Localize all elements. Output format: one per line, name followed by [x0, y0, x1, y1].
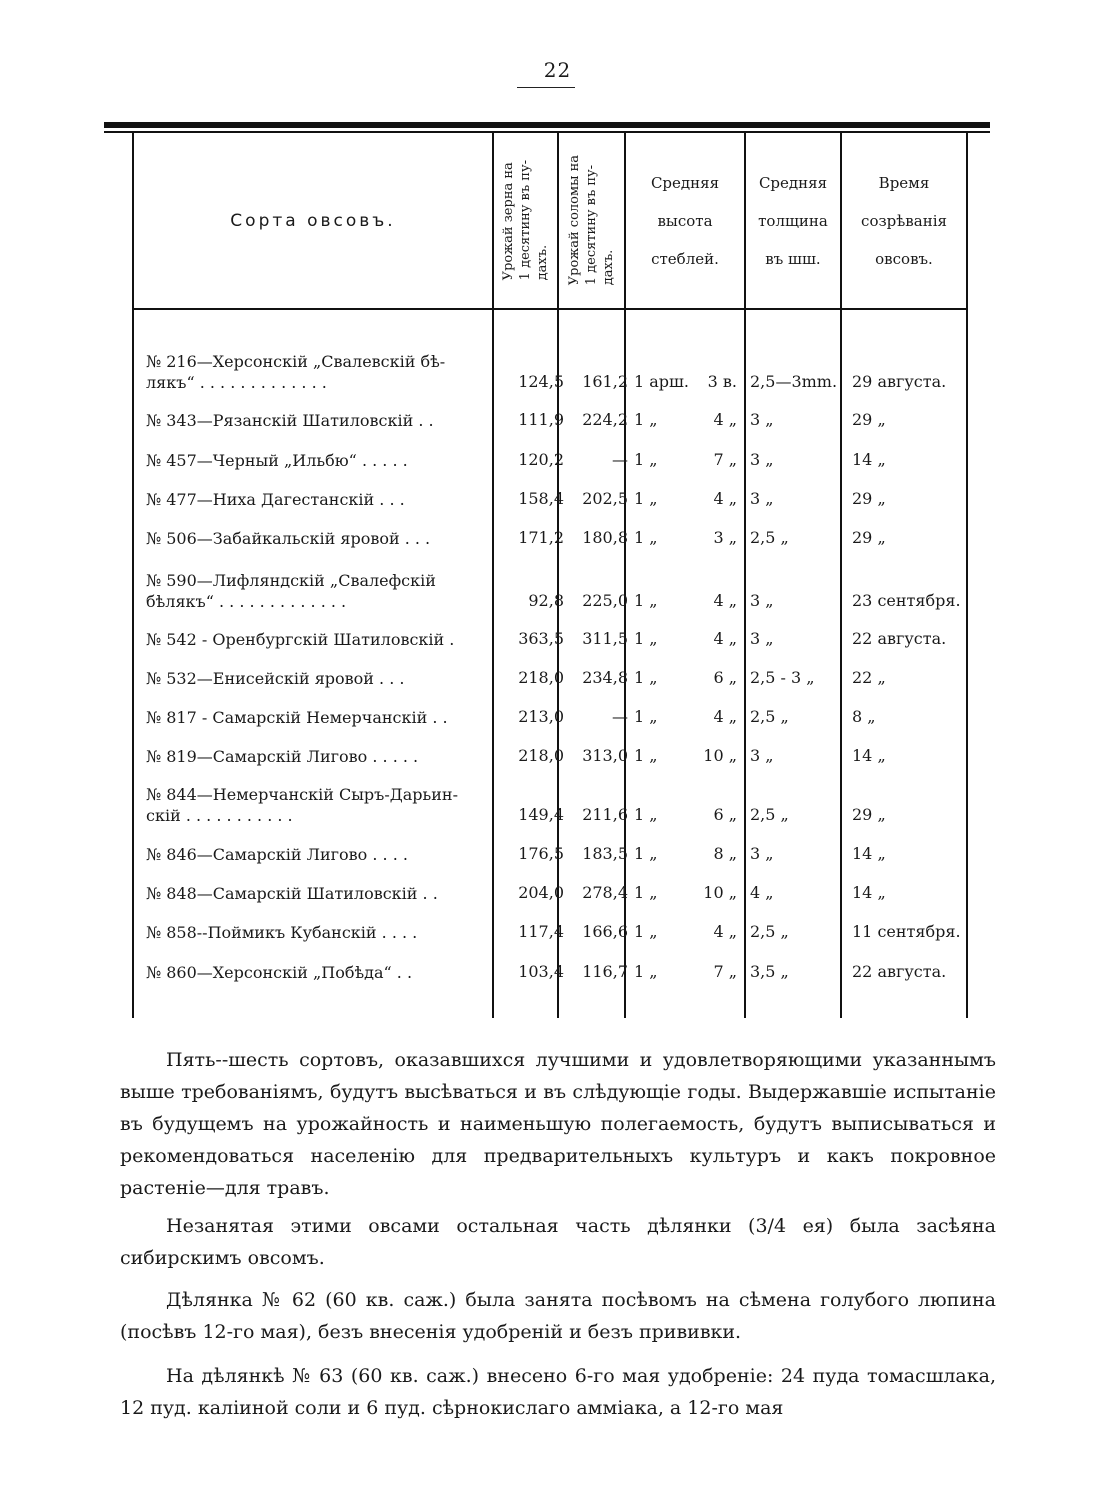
ripening-time: 29 „ — [852, 410, 886, 429]
straw-yield: 311,5 — [582, 629, 628, 648]
height-arshin: 1 „ — [634, 962, 658, 981]
ripening-time: 14 „ — [852, 746, 886, 765]
ripening-time: 14 „ — [852, 883, 886, 902]
variety-name: № 506—Забайкальскій яровой . . . — [146, 529, 431, 548]
ripening-time: 29 „ — [852, 528, 886, 547]
grain-yield: 117,4 — [518, 922, 564, 941]
body-paragraph: Незанятая этими овсами остальная часть дѣлянки (3/4 ея) была засѣяна сибирскимъ овсомъ. — [120, 1215, 996, 1269]
height-arshin: 1 „ — [634, 883, 658, 902]
body-paragraph: Пять--шесть сортовъ, оказавшихся лучшими и удовлетворяющими указаннымъ выше требованіямъ, будутъ высѣваться и въ слѣдующіе годы. Выдержавшіе испытаніе въ будущемъ на урожайность и наименьшую полегаемость, будутъ выписываться и рекомендоваться населенію для предварительныхъ культуръ и какъ покровное растеніе—для травъ. — [120, 1049, 996, 1199]
variety-name: № 846—Самарскій Лигово . . . . — [146, 845, 408, 864]
stem-thickness: 3 „ — [750, 591, 774, 610]
stem-thickness: 2,5 „ — [750, 528, 789, 547]
variety-name: № 457—Черный „Ильбю“ . . . . . — [146, 451, 408, 470]
stem-thickness: 3 „ — [750, 629, 774, 648]
table-header-bottom-rule — [132, 308, 968, 310]
straw-yield: 234,8 — [582, 668, 628, 687]
grain-yield: 176,5 — [518, 844, 564, 863]
header-stem-thickness: Средняя толщина въ шш. — [758, 173, 828, 268]
height-vershok: 4 „ — [713, 489, 737, 508]
table-top-thick-rule — [104, 122, 990, 128]
stem-thickness: 2,5—3mm. — [750, 372, 838, 391]
header-stem-height: Средняя высота стеблей. — [650, 173, 720, 268]
straw-yield: 278,4 — [582, 883, 628, 902]
stem-thickness: 4 „ — [750, 883, 774, 902]
straw-yield: 180,8 — [582, 528, 628, 547]
body-paragraph: На дѣлянкѣ № 63 (60 кв. саж.) внесено 6-го мая удобреніе: 24 пуда томасшлака, 12 пуд. каліиной соли и 6 пуд. сѣрнокислаго амміака, а 12-го мая — [120, 1365, 996, 1419]
grain-yield: 171,2 — [518, 528, 564, 547]
grain-yield: 218,0 — [518, 746, 564, 765]
height-arshin: 1 „ — [634, 922, 658, 941]
height-vershok: 7 „ — [713, 962, 737, 981]
ripening-time: 29 „ — [852, 805, 886, 824]
height-vershok: 4 „ — [713, 591, 737, 610]
stem-thickness: 3,5 „ — [750, 962, 789, 981]
page-number-rule — [517, 87, 575, 88]
stem-thickness: 3 „ — [750, 410, 774, 429]
grain-yield: 124,5 — [518, 372, 564, 391]
ripening-time: 29 „ — [852, 489, 886, 508]
height-arshin: 1 „ — [634, 450, 658, 469]
height-vershok: 4 „ — [713, 410, 737, 429]
straw-yield: 183,5 — [582, 844, 628, 863]
straw-yield: 211,6 — [582, 805, 628, 824]
variety-name: № 532—Енисейскій яровой . . . — [146, 669, 405, 688]
variety-name: № 477—Ниха Дагестанскій . . . — [146, 490, 405, 509]
straw-yield: 202,5 — [582, 489, 628, 508]
grain-yield: 103,4 — [518, 962, 564, 981]
straw-yield: 313,0 — [582, 746, 628, 765]
grain-yield: 120,2 — [518, 450, 564, 469]
height-arshin: 1 „ — [634, 844, 658, 863]
page-number: 22 — [543, 58, 572, 82]
variety-name: № 216—Херсонскій „Свалевскій бѣ- лякъ“ . . . . . . . . . . . . . — [146, 352, 446, 392]
height-vershok: 4 „ — [713, 922, 737, 941]
height-vershok: 4 „ — [713, 629, 737, 648]
height-vershok: 3 в. — [707, 372, 737, 391]
stem-thickness: 2,5 „ — [750, 922, 789, 941]
height-arshin: 1 „ — [634, 410, 658, 429]
variety-name: № 844—Немерчанскій Сыръ-Дарьин- скій . . . . . . . . . . . — [146, 785, 458, 825]
straw-yield: — — [612, 707, 628, 726]
body-paragraph: Дѣлянка № 62 (60 кв. саж.) была занята посѣвомъ на сѣмена голубого люпина (посѣвъ 12-го мая), безъ внесенія удобреній и безъ прививки. — [120, 1289, 996, 1343]
height-arshin: 1 „ — [634, 805, 658, 824]
stem-thickness: 2,5 - 3 „ — [750, 668, 815, 687]
grain-yield: 149,4 — [518, 805, 564, 824]
straw-yield: 224,2 — [582, 410, 628, 429]
height-vershok: 7 „ — [713, 450, 737, 469]
ripening-time: 14 „ — [852, 844, 886, 863]
variety-name: № 848—Самарскій Шатиловскій . . — [146, 884, 438, 903]
height-arshin: 1 „ — [634, 668, 658, 687]
ripening-time: 23 сентября. — [852, 591, 961, 610]
ripening-time: 29 августа. — [852, 372, 947, 391]
variety-name: № 819—Самарскій Лигово . . . . . — [146, 747, 419, 766]
header-straw-yield: Урожай соломы на 1 десятину въ пу- дахъ. — [567, 155, 616, 286]
height-arshin: 1 арш. — [634, 372, 690, 391]
height-arshin: 1 „ — [634, 489, 658, 508]
grain-yield: 158,4 — [518, 489, 564, 508]
variety-name: № 343—Рязанскій Шатиловскій . . — [146, 411, 434, 430]
height-arshin: 1 „ — [634, 746, 658, 765]
grain-yield: 111,9 — [518, 410, 564, 429]
grain-yield: 218,0 — [518, 668, 564, 687]
ripening-time: 22 „ — [852, 668, 886, 687]
height-arshin: 1 „ — [634, 707, 658, 726]
grain-yield: 363,5 — [518, 629, 564, 648]
ripening-time: 22 августа. — [852, 962, 947, 981]
stem-thickness: 3 „ — [750, 844, 774, 863]
stem-thickness: 2,5 „ — [750, 805, 789, 824]
stem-thickness: 3 „ — [750, 450, 774, 469]
height-arshin: 1 „ — [634, 629, 658, 648]
straw-yield: 225,0 — [582, 591, 628, 610]
height-vershok: 3 „ — [713, 528, 737, 547]
height-vershok: 10 „ — [703, 746, 737, 765]
straw-yield: 161,2 — [582, 372, 628, 391]
variety-name: № 817 - Самарскій Немерчанскій . . — [146, 708, 448, 727]
grain-yield: 92,8 — [528, 591, 564, 610]
header-variety: Сорта овсовъ. — [230, 210, 396, 231]
ripening-time: 22 августа. — [852, 629, 947, 648]
ripening-time: 14 „ — [852, 450, 886, 469]
height-arshin: 1 „ — [634, 528, 658, 547]
grain-yield: 213,0 — [518, 707, 564, 726]
header-ripening-time: Время созрѣванія овсовъ. — [861, 173, 947, 268]
variety-name: № 542 - Оренбургскій Шатиловскій . — [146, 630, 455, 649]
height-vershok: 10 „ — [703, 883, 737, 902]
height-vershok: 8 „ — [713, 844, 737, 863]
variety-name: № 858--Поймикъ Кубанскій . . . . — [146, 923, 418, 942]
height-vershok: 6 „ — [713, 805, 737, 824]
height-arshin: 1 „ — [634, 591, 658, 610]
straw-yield: 116,7 — [582, 962, 628, 981]
ripening-time: 11 сентября. — [852, 922, 961, 941]
height-vershok: 4 „ — [713, 707, 737, 726]
straw-yield: 166,6 — [582, 922, 628, 941]
stem-thickness: 3 „ — [750, 746, 774, 765]
stem-thickness: 2,5 „ — [750, 707, 789, 726]
stem-thickness: 3 „ — [750, 489, 774, 508]
straw-yield: — — [612, 450, 628, 469]
variety-name: № 590—Лифляндскій „Свалефскій бѣлякъ“ . . . . . . . . . . . . . — [146, 571, 436, 611]
ripening-time: 8 „ — [852, 707, 876, 726]
header-grain-yield: Урожай зерна на 1 десятину въ пу- дахъ. — [501, 160, 550, 281]
height-vershok: 6 „ — [713, 668, 737, 687]
variety-name: № 860—Херсонскій „Побѣда“ . . — [146, 963, 413, 982]
grain-yield: 204,0 — [518, 883, 564, 902]
